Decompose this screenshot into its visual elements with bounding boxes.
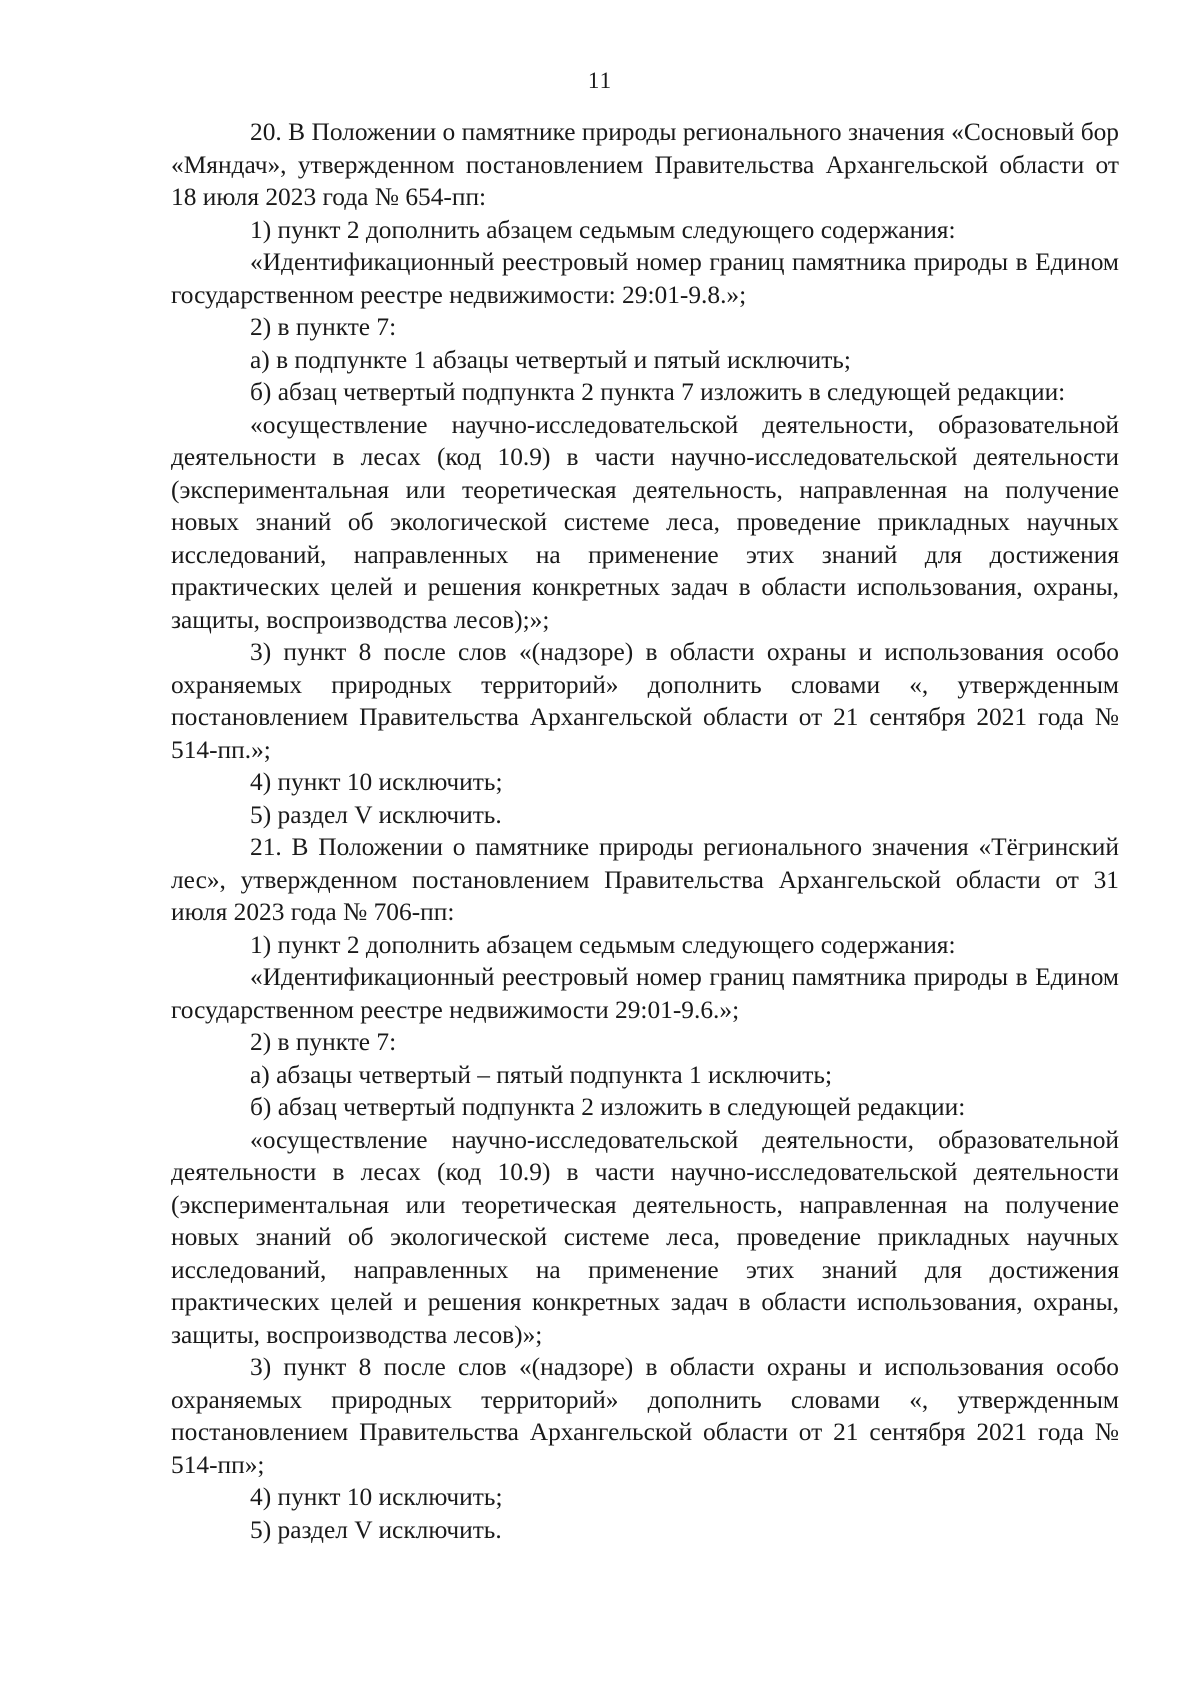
paragraph-item-21-4: 4) пункт 10 исключить; xyxy=(250,1483,503,1511)
paragraph-item-21-intro: 21. В Положении о памятнике природы регионального значения «Тёгринский лес», утвержденном постановлением Правительства Архангельской области от 31 июля 2023 года № 706-пп: xyxy=(171,833,1119,926)
paragraph-item-20-2: 2) в пункте 7: xyxy=(250,313,397,341)
paragraph-item-21-2a: а) абзацы четвертый – пятый подпункта 1 исключить; xyxy=(250,1060,833,1089)
paragraph-item-20-1-quote: «Идентификационный реестровый номер границ памятника природы в Едином государственном реестре недвижимости: 29:01-9.8.»; xyxy=(171,248,1119,309)
page-number: 11 xyxy=(587,68,613,93)
paragraph-item-20-2b: б) абзац четвертый подпункта 2 пункта 7 изложить в следующей редакции: xyxy=(250,378,1066,406)
paragraph-item-20-4: 4) пункт 10 исключить; xyxy=(250,768,503,796)
paragraph-item-20-5: 5) раздел V исключить. xyxy=(250,800,502,829)
paragraph-item-21-1-quote: «Идентификационный реестровый номер границ памятника природы в Едином государственном реестре недвижимости 29:01-9.6.»; xyxy=(171,963,1119,1024)
paragraph-item-21-3: 3) пункт 8 после слов «(надзоре) в области охраны и использования особо охраняемых природных территорий» дополнить словами «, утвержденным постановлением Правительства Архангельской области от 21 сентября 2021 года № 514-пп»; xyxy=(171,1353,1119,1479)
paragraph-item-20-2a: а) в подпункте 1 абзацы четвертый и пятый исключить; xyxy=(250,345,851,374)
paragraph-item-21-2b-quote: «осуществление научно-исследовательской деятельности, образовательной деятельности в лесах (код 10.9) в части научно-исследовательской деятельности (экспериментальная или теоретическая деятельность, направленная на получение новых знаний об экологической системе леса, проведение прикладных научных исследований, направленных на применение этих знаний для достижения практических целей и решения конкретных задач в области использования, охраны, защиты, воспроизводства лесов)»; xyxy=(171,1125,1119,1349)
document-body xyxy=(171,116,1119,1546)
paragraph-item-20-intro: 20. В Положении о памятнике природы регионального значения «Сосновый бор «Мяндач», утвержденном постановлением Правительства Архангельской области от 18 июля 2023 года № 654-пп: xyxy=(171,118,1119,211)
paragraph-item-21-5: 5) раздел V исключить. xyxy=(250,1515,502,1544)
paragraph-item-21-2: 2) в пункте 7: xyxy=(250,1028,397,1056)
paragraph-item-20-2b-quote: «осуществление научно-исследовательской деятельности, образовательной деятельности в лесах (код 10.9) в части научно-исследовательской деятельности (экспериментальная или теоретическая деятельность, направленная на получение новых знаний об экологической системе леса, проведение прикладных научных исследований, направленных на применение этих знаний для достижения практических целей и решения конкретных задач в области использования, охраны, защиты, воспроизводства лесов);»; xyxy=(171,410,1119,634)
paragraph-item-20-1: 1) пункт 2 дополнить абзацем седьмым следующего содержания: xyxy=(250,215,956,244)
paragraph-item-21-1: 1) пункт 2 дополнить абзацем седьмым следующего содержания: xyxy=(250,930,956,959)
paragraph-item-21-2b: б) абзац четвертый подпункта 2 изложить в следующей редакции: xyxy=(250,1093,966,1121)
paragraph-item-20-3: 3) пункт 8 после слов «(надзоре) в области охраны и использования особо охраняемых природных территорий» дополнить словами «, утвержденным постановлением Правительства Архангельской области от 21 сентября 2021 года № 514-пп.»; xyxy=(171,638,1119,764)
